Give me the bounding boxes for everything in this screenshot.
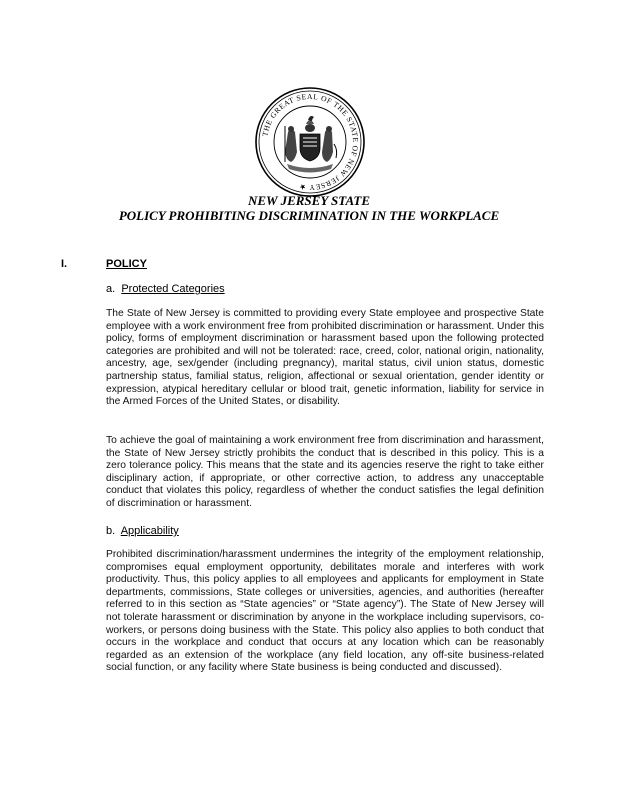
state-seal-icon — [254, 86, 366, 198]
document-title-line2: POLICY PROHIBITING DISCRIMINATION IN THE WORKPLACE — [118, 208, 500, 223]
subsection-label: Protected Categories — [121, 283, 225, 295]
paragraph-protected-categories-2: To achieve the goal of maintaining a work environment free from discrimination and harassment, the State of New Jersey strictly prohibits the conduct that is described in this policy. This is a zero tolerance policy. This means that the state and its agencies reserve the right to take either disciplinary action, if appropriate, or other corrective action, to address any unacceptable conduct that violates this policy, regardless of whether the conduct satisfies the legal definition of discrimination or harassment. — [106, 435, 544, 509]
subsection-heading-applicability — [106, 525, 179, 538]
subsection-label: Applicability — [120, 525, 179, 537]
paragraph-protected-categories-1: The State of New Jersey is committed to providing every State employee and prospective State employee with a work environment free from prohibited discrimination or harassment. Under this policy, forms of employment discrimination or harassment based upon the following protected categories are prohibited and will not be tolerated: race, creed, color, national origin, nationality, ancestry, age, sex/gender (including pregnancy), marital status, civil union status, domestic partnership status, familial status, religion, affectional or sexual orientation, gender identity or expression, atypical hereditary cellular or blood trait, genetic information, liability for service in the Armed Forces of the United States, or disability. — [106, 308, 544, 408]
subsection-prefix: a. — [106, 283, 116, 295]
svg-text:THE GREAT SEAL OF THE STATE OF: THE GREAT SEAL OF THE STATE OF NEW JERSEY ★ — [260, 91, 361, 193]
subsection-prefix: b. — [106, 525, 116, 537]
section-title: POLICY — [106, 258, 147, 270]
document-title-line1: NEW JERSEY STATE — [247, 193, 371, 208]
paragraph-applicability-1: Prohibited discrimination/harassment undermines the integrity of the employment relationship, compromises equal employment opportunity, debilitates morale and interferes with work productivity. Thus, this policy applies to all employees and applicants for employment in State departments, commissions, State colleges or universities, agencies, and authorities (hereafter referred to in this section as “State agencies” or “State agency”). The State of New Jersey will not tolerate harassment or discrimination by anyone in the workplace including supervisors, co-workers, or persons doing business with the State. This policy also applies to both conduct that occurs in the workplace and conduct that occurs at any location which can be reasonably regarded as an extension of the workplace (any field location, any off-site business-related social function, or any facility where State business is being conducted and discussed). — [106, 549, 544, 674]
subsection-heading-protected-categories — [106, 283, 225, 296]
section-number: I. — [61, 258, 68, 270]
